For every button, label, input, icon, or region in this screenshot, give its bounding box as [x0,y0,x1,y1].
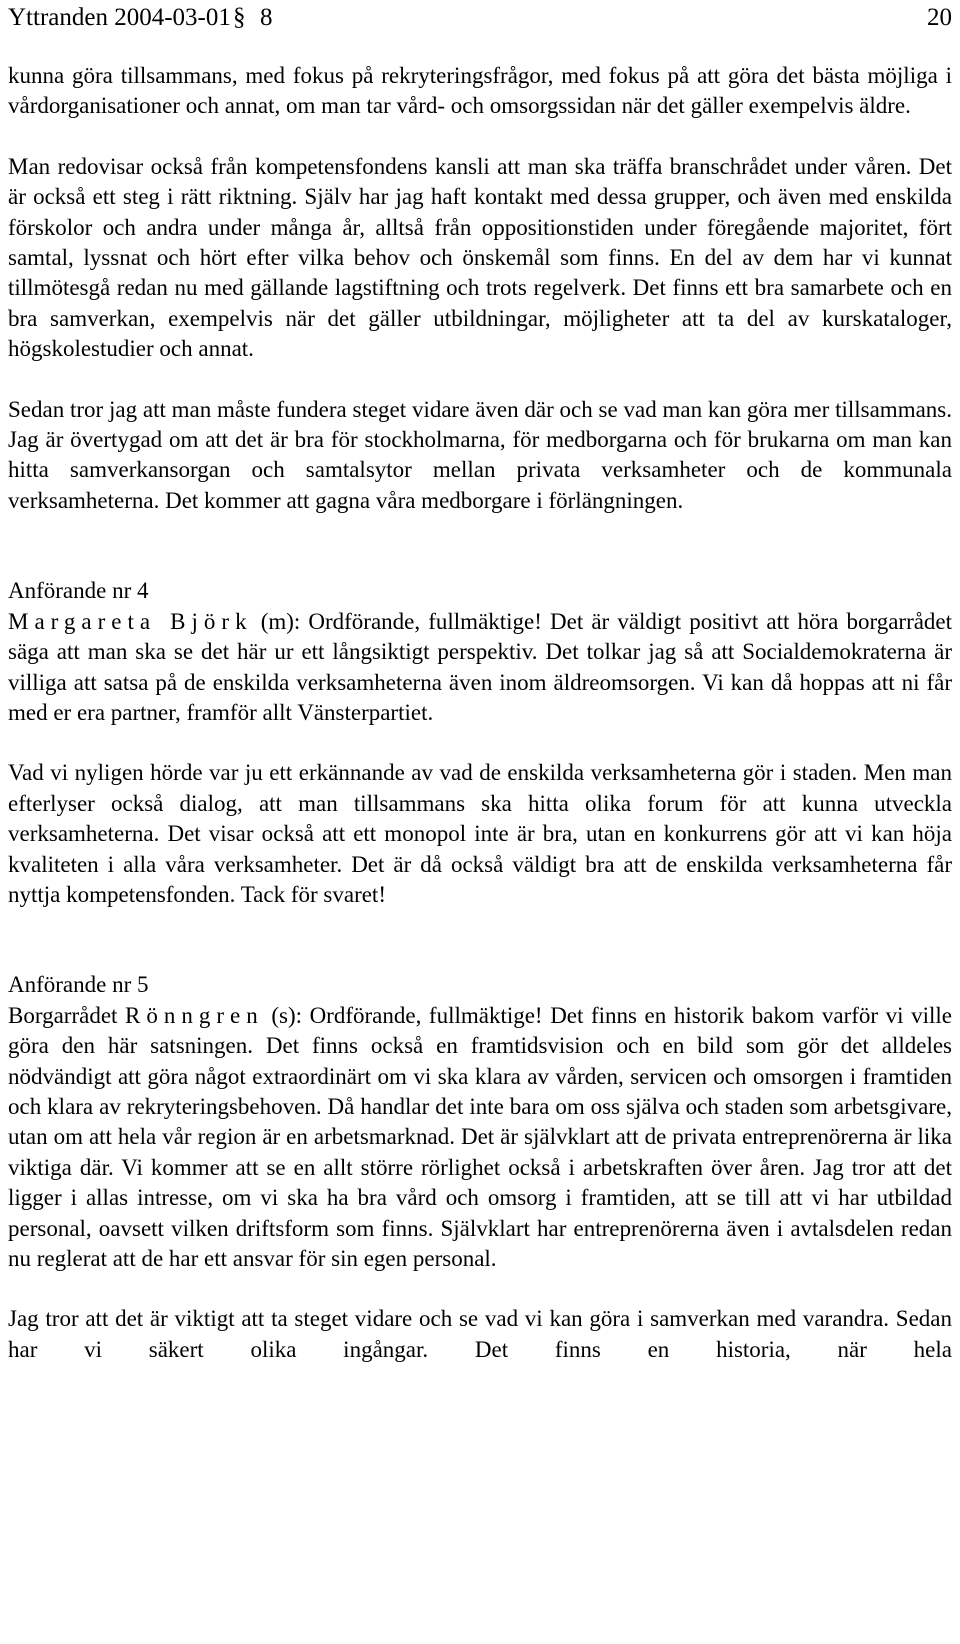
document-page [8,0,953,1362]
page-number: 20 [927,4,952,31]
page-header [8,0,952,42]
speech-paragraph: Vad vi nyligen hörde var ju ett erkännande av vad de enskilda verksamheterna gör i staden. Men man efterlyser också dialog, att man tillsammans ska hitta olika forum för att kunna utveckla verksamheterna. Det visar också att ett monopol inte är bra, utan en konkurrens gör att vi kan höja kvaliteten i alla våra verksamheter. Det är då också väldigt bra att de enskilda verksamheterna får nyttja kompetensfonden. Tack för svaret! [8,760,952,907]
speech-text: Det är väldigt positivt att höra borgarrådet säga att man ska se det här ur ett långsiktigt perspektiv. Det tolkar jag så att Socialdemokraterna är villiga att satsa på de enskilda verksamheterna även inom äldreomsorgen. Vi kan då hoppas att ni får med er era partner, framför allt Vänsterpartiet. [8,608,953,725]
speech-paragraph: Jag tror att det är viktigt att ta steget vidare och se vad vi kan göra i samverkan med varandra. Sedan har vi säkert olika ingångar. Det finns en historia, när hela [8,1306,952,1362]
speech-paragraph [8,1001,952,1275]
speaker-party: (m): Ordförande, fullmäktige! [260,608,542,634]
paragraph: Man redovisar också från kompetensfondens kansli att man ska träffa branschrådet under våren. Det är också ett steg i rätt riktning. Själv har jag haft kontakt med dessa grupper, och även med enskilda förskolor och andra under många år, alltså från oppositionstiden under föregående majoritet, fört samtal, lyssnat och hört efter vilka behov och önskemål som finns. En del av dem har vi kunnat tillmötesgå redan nu med gällande lagstiftning och trots regelverk. Det finns ett bra samarbete och en bra samverkan, exempelvis när det gäller utbildningar, möjligheter att ta del av kurskataloger, högskolestudier och annat. [8,153,952,362]
speaker-party: (s): Ordförande, fullmäktige! [271,1002,543,1028]
speech-heading: Anförande nr 5 [8,972,149,998]
paragraph: kunna göra tillsammans, med fokus på rekryteringsfrågor, med fokus på att göra det bästa möjliga i vårdorganisationer och annat, om man tar vård- och omsorgssidan när det gäller exempelvis äldre. [8,63,952,119]
speaker-name: Margareta Björk [8,608,253,634]
speaker-name: Rönngren [125,1002,264,1028]
speech-paragraph [8,607,952,729]
document-body [8,61,952,1365]
speaker-title: Borgarrådet [8,1002,118,1028]
speech-heading: Anförande nr 4 [8,578,149,604]
paragraph: Sedan tror jag att man måste fundera steget vidare även där och se vad man kan göra mer tillsammans. Jag är övertygad om att det är bra för stockholmarna, för medborgarna och för brukarna om man kan hitta samverkansorgan och samtalsytor mellan privata verksamheter och de kommunala verksamheterna. Det kommer att gagna våra medborgare i förlängningen. [8,396,952,513]
section-number: 8 [260,4,273,31]
section-mark: § [233,4,246,31]
speech-text: Det finns en historik bakom varför vi ville göra den här satsningen. Det finns också en framtidsvision och en bild som gör det alldeles nödvändigt att göra något extraordinärt om vi ska klara av vården, servicen och omsorgen i framtiden och klara av rekryteringsbehoven. Då handlar det inte bara om oss själva och staden som arbetsgivare, utan om att hela vår region är en arbetsmarknad. Det är självklart att de privata entreprenörerna är lika viktiga där. Vi kommer att se en allt större rörlighet också i arbetskraften över åren. Jag tror att det ligger i allas intresse, om vi ska ha bra vård och omsorg i framtiden, att se till att vi har utbildad personal, oavsett vilken driftsform som finns. Självklart har entreprenörerna även i avtalsdelen redan nu reglerat att de har ett ansvar för sin egen personal. [8,1002,953,1271]
document-title: Yttranden 2004-03-01 [8,4,231,31]
